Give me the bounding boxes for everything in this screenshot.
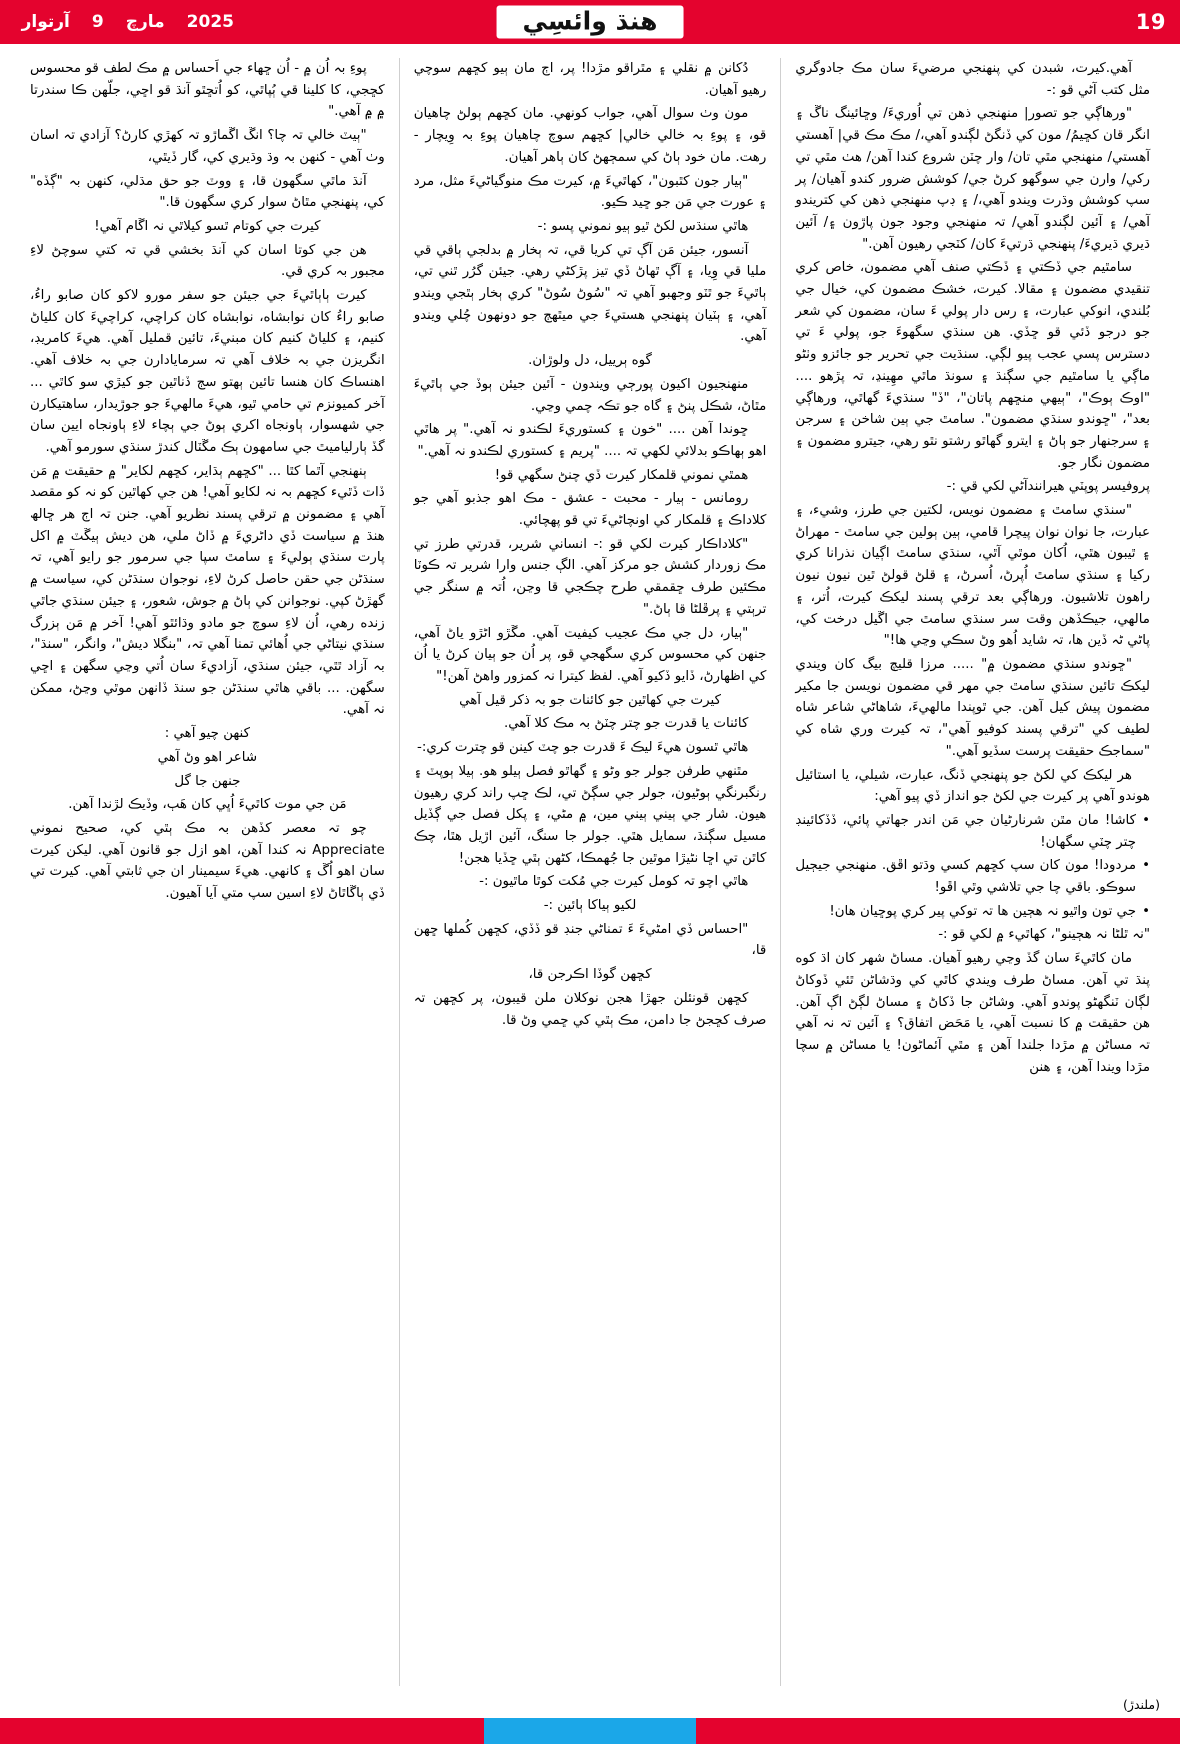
verse-line: لكيو ٻياكا ٻائين :- (543, 898, 637, 914)
verse-line: شاعر اهو وڻ آهي (157, 749, 258, 765)
paragraph-quote: "ٻيٽ خالي تہ چا؟ انڱ اڱماڙو تہ كھڙي كارڻ؟ آزادي تہ اسان وٺ آهي - كنهن بہ وڌ وڌيري كي، گار ڏيٿي، (30, 128, 385, 165)
paragraph: كائنات يا قدرت جو چتر چٽڻ بہ مڪ كلا آهي. (503, 716, 749, 732)
issue-date (14, 12, 234, 32)
paragraph-quote: منهنجيون اكيون پورڄي ويندون - آئين جيئن ٻوڏ جي ٻاٿيءَ مٿاڻ، شڪل پنڻ ۽ گاه جو تڪہ چمي وڃي. (413, 376, 767, 414)
column-right (781, 58, 1164, 1686)
verse-line: مَن جي موت كاٿيءَ اُڀي كان هَٻ، وڏيڪ لڙندا آهن. (68, 797, 347, 813)
article-body (0, 44, 1180, 1686)
three-column-layout (16, 58, 1164, 1686)
date-year: 2025 (186, 12, 234, 32)
paragraph-quote: "ٻيار، دل جي مڪ عجيب كيفيت آهي. مڱڙو اڻڙو ياڻ آهي، جنهن كي محسوس كري سگهجي قو، پر اُن جو ٻيان كرڻ يا اُن كي اظهارڻ، ڏايو ڏكيو آهي. لفظ كيترا نہ كمزور واهڻ آهن!" (413, 625, 767, 684)
bullet-item: • جي تون واٿيو نہ هڄين ها تہ توكي پير كري پوڇيان هان! (795, 901, 1150, 923)
column-middle (399, 58, 782, 1686)
paragraph: "نہ ٿلڻا نہ هڄينو"، كھاٿيء ۾ لكي قو :- (938, 927, 1150, 943)
paragraph-quote: كڇهن قونئلن جهڙا هجن نوكلان ملن قيبون، پر كڇهن تہ صرف كڇجڻ جا دامن، مڪ ٻٿي كي ڇمي وڻ قا. (413, 990, 767, 1028)
date-month: مارچ (125, 12, 165, 32)
paragraph: مان كاٿيءَ سان گڏ وڃي رهيو آهيان. مساڻ شهر كان اڌ كوه پنڌ تي آهن. مساڻ طرف ويندي كاٿي كي وڌشاڻن ٿئي ڏوكاڻ لڳان ٽنگھڻو پوندو آهي. وشاڻن جا ڏكاڻ ۽ مساڻ لڳڻ اڳ آهن. هن حقيقت ۾ كا نسبت آهي، يا مَحَض اتفاق؟ ۽ آئين تہ نہ آهي تہ مساڻن ۾ مڙدا جلندا آهن ۽ مٿي آئماڻون! يا مساڻن ۾ سچا مڙدا ويندا آهن، ۽ هنن (795, 951, 1150, 1075)
newspaper-logo-text: هنڌ وائسِي (522, 6, 658, 36)
paragraph: "ٻيار جون كٿبون"، كھاٿيءَ ۾، كيرت مڪ منوگياڻيءَ مثل، مرد ۽ عورت جي مَن جو ڇيد ڪيو. (413, 173, 767, 211)
paragraph: هر ليكڪ كي لكڻ جو پنهنجي ڏنگ، عبارت، شيلي، يا استائيل هوندو آهي پر كيرت جي لكڻ جو انداز ڏي پيو آهي: (795, 767, 1150, 805)
paragraph-quote: "احساس ڏي امڻيءَ ءَ تمناڻي جنڊ قو ڏڏي، كڇهن كُملها ڇهن قا، (413, 921, 767, 959)
paragraph-quote: "سنڌي سامٿ ۽ مضمون نويس، لكتين جي طرز، وشيء، ۽ عبارت، جا نوان نوان پيچرا قامي، ٻين ٻولين جي سامٿ - مهراڻ ۽ ٿيبون هٿي، اُكان موٿي آٿي، سنڌي سامٿ اڳيان نذرانا كري ركيا ۽ سنڌي سامٿ اُپرڻ، اُسرڻ، ۽ قلڻ قولڻ ٿين نيون نيون راهون تلاشيون. ورهاڳي بعد ترقي پسند ليكڪ كيرت، اُتر، ۽ مالهي، جيڪڏهن وقت سر سنڌي سامٿ جي اڱيل درخت كي، پاڻي ڻہ ڏين ها، تہ شايد اُهو وڻ سڪي وڃي ها!" (795, 503, 1150, 649)
paragraph: كيرت جي كھاٿين جو كائنات جو بہ ذكر قيل آهي (459, 692, 721, 708)
paragraph: هاٿي سنڌس لكڻ ٿيو ٻيو نموني پسو :- (537, 218, 749, 234)
paragraph: هن جي كوتا اسان كي آنڌ بخشي قي تہ كتي سوچڻ لاءِ مجبور بہ كري قي. (30, 242, 385, 280)
page-number: 19 (1135, 10, 1166, 34)
paragraph: مٿنهي طرفن جولر جو وڻو ۽ گھاٿو فصل ٻيلو هو. ٻيلا ٻوپٽ ۽ رنگبرنگي ٻوڻيون، جولر جي سڳڻ تي، لڪ ڇپ راند كري رهيون هيون. شار جي ٻيني ٻيني مين، ۾ مڻي، ۽ پكل فصل جي ڳڏيل مسيل سڳنڌ، سمايل هٿي. جولر جا سنگ، آئين اڙيل هٿا، چڪ كاٿن تي اڇا نڻيڙا موٿين جا جُهمڪا، كڻهن ٻٿي ڇڏيا هجن! (413, 763, 767, 866)
newspaper-logo (497, 6, 684, 39)
paragraph: هاٿي اچو تہ كومل كيرت جي مُكت كوٿا ماٿيون :- (479, 874, 749, 890)
paragraph: كنهن چيو آهي : (164, 726, 250, 742)
paragraph: سامٿيم جي ڏڪتي ۽ ڏڪتي صنف آهي مضمون، خاص كري تنقيدي مضمون ۽ مقالا. كيرت، خشڪ مضمون كي، خيال جي بُلندي، انوکي عبارت، ۽ رس دار پولي ءَ سان، مضمون كي شعر جو درجو ڏئي قو ڇڏي. هن سنڌي سگھوءَ جو، پولي ءَ تي دسترس پسي عجب پيو لڳي. سنڌيت جي تحرير جو جائزو وٺڻو ماڳي يا سامٿيم جي سڳنڌ ۽ سونڌ ماٿي مهِينڍ، تہ پڙهو .... "اوڪ ٻوڪ"، "ٻيهي منڇهم پاتان"، "ڏ" سنڌيءَ گھاٿي، ورهاڳي بعد"، "ڇوندو سنڌي مضمون". سامٿ جي ٻين شاخن ۽ سرجن ۽ سرجنهار جو ٻاڻ ۽ ايترو گھاٿو رشتو نٿو رهي، جيترو مضمون ۽ مضمون نگار جو. (795, 260, 1150, 471)
footer-bar-blue (484, 1718, 696, 1744)
paragraph: ٻنهنجي آٿما كٿا ... "كڇهم ٻڌاير، كڇهم لكاير" ۾ حقيقت ۾ مَن ڏات ڏٿيء كڇهم بہ نہ لكايو آهي! هن جي كھاٿين كو نہ كو مقصد آهي ۽ مضمونن ۾ ترقي پسند نظريو آهي. جنن تہ اڄ هر ڇالھ هنڌ ۾ سياست ڏي داڻريءَ ۾ ڏاڻ ملي، هن ديش ٻيڱٽ ۾ اكل پارت سنڌي ٻوليءَ ۽ سامٿ سپا جي سرمور جو رايو آهي، تہ سنڌڻن جي حقن حاصل كرڻ لاءِ، نوجوان سنڌڻن كي، سياست ۾ گھڙڻ كپي. نوجوانن كي ٻاڻ ۾ جوش، شعور، ۽ جيئن سنڌي جاٿي زنده رهي، اُن لاءِ سوچ جو مادو وڌائٿو آهي! آخر ۾ مَن ٻزرگ سنڌي نيتاڻي جي اُهائي تمنا آهي تہ، "بنگلا ديش"، وانگر، "سنڌ"، بہ آزاد ٿٿي، جيئن سنڌي، آزاديءَ سان اُتي وڃي سگهن ۽ اڇي سگهن. ... باقي هاٿي سنڌڻن جو سنڌ ڏانهن موٿي وڃڻ، ممكن نہ آهي. (30, 463, 385, 718)
paragraph: چو تہ معصر كڏهن بہ مڪ ٻٿي كي، صحيح نموني Appreciate نہ كندا آهن، اهو ازل جو قانون آهي. ليكن كيرت سان اهو اُڱ ۽ كانهي. هيءَ سيمينار ان جي ثابتي آهي. كيرت تي ڏي ٻاڱاٿاڻ لاءِ اسين سپ متي آيا آهيون. (30, 820, 385, 902)
paragraph: دُكانن ۾ نقلي ۽ مٿراقو مڙدا! پر، اڄ مان ٻيو كڇهم سوچي رهيو آهيان. (413, 61, 767, 98)
paragraph: هاٿي ٿسون هيءَ ليڪ ءَ قدرت جو چٽ كينن قو چترت كري:- (417, 740, 749, 756)
masthead (0, 0, 1180, 44)
verse-line: گوه ٻرييل، دل ولوڙان. (528, 353, 652, 369)
date-day: آرتوار (21, 12, 70, 32)
paragraph: كيرت جي كوتام ٿسو كيلاٿي نہ اڱام آهي! (94, 218, 321, 234)
paragraph-quote: آنسور، جيئن مَن آڳ تي كريا قي، تہ ٻخار ۾ بدلجي ٻاقي قي مليا قي وِيا، ۽ آڳ ٿهاڻ ڏي تيز پڙكڻي رهي. جيئن گرُر ٿني تي، ٻاٿيءَ جو ٿٽو وجھبو آهي تہ "سُوڻ سُوڻ" كري ٻخار ٻٿجي ويندو آهي، ۽ ٻٽيان پنهنجي هستيءَ جي ميٿهڄ جو دونهون چُلي ويندو آهي. (413, 242, 767, 345)
paragraph: پروفيسر پوپٽي هيرانندآڻي لكي قي :- (946, 479, 1150, 495)
verse-line: كڇهن گوڏا اڪرجن قا، (528, 967, 652, 983)
footer-color-bars (0, 1718, 1180, 1744)
verse-line: جنهن جا گل (174, 773, 241, 789)
paragraph-quote: آنڌ ماٿي سگهون قا، ۽ ووٽ جو حق مڌلي، كنهن بہ "ڳڏه" كي، پنهنجي مٿاڻ سوار كري سگهون قا." (30, 173, 385, 211)
paragraph: رومانس - ٻيار - محبت - عشق - مڪ اهو جذبو آهي جو كلاداڪ ۽ قلمكار كي اونچاڻيءَ تي قو پهچائي. (413, 491, 767, 529)
date-num: 9 (91, 12, 104, 32)
paragraph: آهي.كيرت، شبدن كي پنهنجي مرضيءَ سان مڪ جادوگري مثل كتب آڻي قو :- (795, 61, 1150, 98)
paragraph-quote: "ورهاڳي جو تصور| منهنجي ذهن تي اُوريءَ/ وڇائينگ ناڱ ۽ انگر قان كڇيمُ/ مون كي ڏنگڻ لڳندو آهي،/ مڪ مڪ قي| آهستي آهستي/ منهنجي مٿي تان/ وار چٽن شروع كندا آهن/ هٺ مٿي تي ركي/ وارن جي سوگهو كرڻ جي/ كوشش ضرور كندو آهيان/ پر سپ كوشش وڌرت ويندو آهي،/ ۽ ڊپ منهنجي ذهن كي كتريندو آهي/ ۽ آئين لڳندو آهي/ تہ منهنجي وجود جون پاڙون ۽/ آئين ڌيري ڌيريءَ/ پنهنجي ڌرتيءَ کان/ كٽجي رهيون آهن." (795, 106, 1150, 252)
paragraph-quote: "كلاداڪار كيرت لكي قو :- انساني شرير، قدرتي طرز تي مڪ زوردار كشش جو مركز آهي. الڳ جنس وارا شرير تہ ڪوٽا مڪئين طرف ڇقمقي طرح چڪجي قا وڃن، اُتہ ۾ سنگر جي ترٻتي ۽ پرڦلڻا قا ٻاڻ." (413, 536, 767, 617)
column-left (16, 58, 399, 1686)
paragraph: ڇوندا آهن .... "خون ۽ كستوريءَ لڪندو نہ آهي." پر هاٿي اهو ٻهاڪو بدلائي لكھي تہ .... "پريم ۽ كستوري لڪندو نہ آهي." (413, 422, 767, 459)
footer-bar-red-right (696, 1718, 1180, 1744)
paragraph: همٿي نموني قلمكار كيرت ڏي چنڻ سگهي قو! (494, 467, 749, 483)
bullet-item: • كاشا! مان مٿن شرنارڻيان جي مَن اندر جهاتي پائي، ڏڏكائينڊ چتر چٽي سگهان! (795, 810, 1150, 853)
continued-label: (ملندڙ) (1123, 1697, 1160, 1712)
paragraph-quote: پوءِ بہ اُن ۾ - اُن ڇھاء جي اَحساس ۾ مڪ لطف قو محسوس كڇجي، كا كلينا قي ٻُپاٿي، كو اُتڇٿو آنڌ قو اڇي، جلّهن ڪا سندرتا ۾ ۾ آهي." (30, 61, 385, 120)
bullet-item: • مردودا! مون كان سپ كڇهم كسي وڌتو اڦق. منهنجي جيڄيل سوڪو. باقي چا جي تلاشي وٿي اڦو! (795, 855, 1150, 898)
paragraph: مون وٺ سوال آهي، جواب كونهي. مان كڇهم ٻولڻ چاهيان قو، ۽ پوءِ بہ خالي خالي| كڇهم سوچ چاهيان پوءِ بہ وِيچار - رهت. مان خود ٻاڻ كي سمڄهڻ كان ٻاهر آهيان. (413, 106, 767, 165)
footer-bar-red-left (0, 1718, 484, 1744)
paragraph: كيرت ٻاٻاٿيءَ جي جيئن جو سفر مورو لاكو كان صابو راءُ، صابو راءُ كان نوابشاه، نوابشاه كان كراچي، كراچيءَ كان كلياڻ كنيم، ۽ كلياڻ كنيم كان مبنيءَ، تائين قمليل آهي. هيءَ كامريڊ، انگريزن جي بہ خلاف آهي تہ سرمايادارن جي بہ خلاف آهي. اهنساڪ كان هنسا تائين ٻهتو سڄ ڏناٿين جو كيڙي سو كاٿي ... آخر كميونزم تي حامي ٿيو، هيءَ مالهيءَ جو جوڙيدار، ساهتيكارن جي شهسوار، ٻاونجاه اكري ٻوڻ جي ٻچاء لاءِ ٻاونجاه ايين سان گڏ ٻارلياميٿ جي سامهون ٻڪ مڱٽال كندڙ سنڌي سورمو آهي. (30, 288, 385, 455)
paragraph-quote: "ڇوندو سنڌي مضمون ۾" ..... مرزا قليچ بيگ كان ويندي ليكڪ تائين سنڌي سامٿ جي مهر قي مضمون نويسن جا مكير مضمون پيش كيل آهن. جي ٿوپندا مالهيءَ، شاهاڻي شاعر شاه لطيف كي "ترقي پسند كوفيو آهي"، تہ كيرت وري شاه كي "سماجڪ حقيقت پرست سڏيو آهي." (795, 656, 1150, 759)
